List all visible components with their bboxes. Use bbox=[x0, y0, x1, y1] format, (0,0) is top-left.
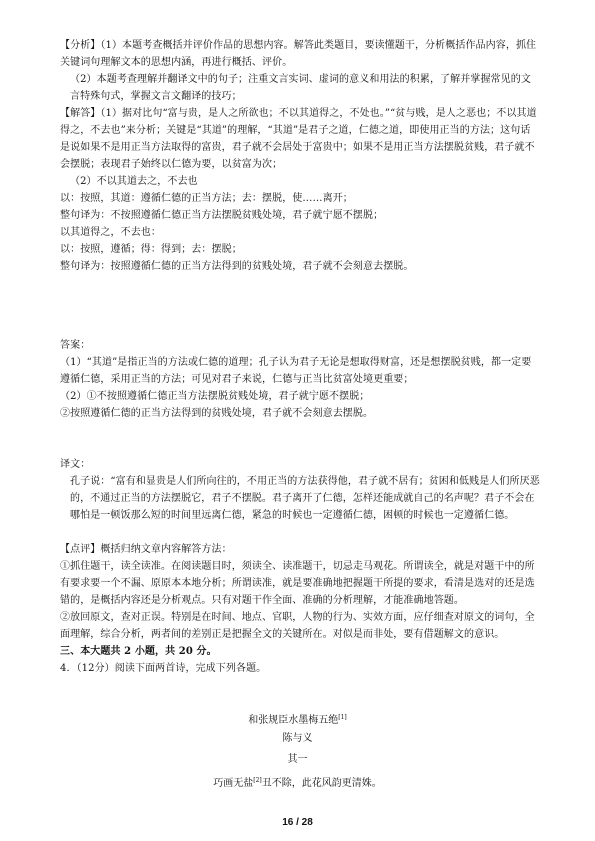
section-heading: 三、本大题共 2 小题，共 20 分。 bbox=[60, 646, 217, 657]
sentence-2-words: 以：按照，其道：遵循仁德的正当方法；去：摆脱，使……离开； bbox=[60, 193, 353, 204]
poem-line-1-footnote: [2] bbox=[253, 777, 262, 784]
poem-author: 陈与义 bbox=[282, 733, 313, 744]
poem-title-footnote: [1] bbox=[338, 714, 347, 721]
poem-title bbox=[0, 709, 595, 729]
question-4-prompt: 4．（12分）阅读下面两首诗，完成下列各题。 bbox=[60, 663, 267, 674]
answer-2b: ②按照遵循仁德的正当方法得到的贫贱处境，君子就不会刻意去摆脱。 bbox=[60, 408, 374, 419]
analysis-section bbox=[60, 37, 540, 275]
sentence-2-translation: 整句译为：不按照遵循仁德正当方法摆脱贫贱处境，君子就宁愿不摆脱； bbox=[60, 210, 384, 221]
answer-label: 答案： bbox=[60, 340, 91, 351]
poem-line-1 bbox=[0, 772, 595, 792]
analysis-para-1: 【分析】（1）本题考查概括并评价作品的思想内容。解答此类题目，要读懂题干，分析概括作品内容，抓住关键词句理解文本的思想内涵，再进行概括、评价。 bbox=[60, 40, 537, 68]
comment-section bbox=[60, 541, 540, 677]
poem-line-1-a: 巧画无盐 bbox=[213, 778, 254, 789]
sentence-3-original: 以其道得之，不去也： bbox=[60, 227, 161, 238]
poem-title-text: 和张规臣水墨梅五绝 bbox=[248, 715, 339, 726]
comment-point-1: ①抓住题干，读全读准。在阅读题目时，须读全、读准题干，切忌走马观花。所谓读全，就是对题干中的所有要求要一个不漏、原原本本地分析；所谓读准，就是要准确地把握题干所提的要求，看清是选对的还是选错的，是概括内容还是分析观点。只有对题干作全面、准确的分析理解，才能准确地答题。 bbox=[60, 561, 535, 606]
answer-2a: （2）①不按照遵循仁德正当方法摆脱贫贱处境，君子就宁愿不摆脱； bbox=[60, 391, 370, 402]
comment-point-2: ②放回原文，查对正误。特别是在时间、地点、官职，人物的行为、实效方面，应仔细查对原文的词句，全面理解，综合分析，两者间的差别正是把握全文的关键所在。对似是而非处，要有借题解文的意识。 bbox=[60, 612, 535, 640]
analysis-para-2: （2）本题考查理解并翻译文中的句子；注重文言实词、虚词的意义和用法的积累，了解并掌握常见的文言特殊句式，掌握文言文翻译的技巧； bbox=[70, 74, 531, 102]
poem-line-1-b: 丑不除，此花风韵更清姝。 bbox=[261, 778, 382, 789]
comment-heading: 【点评】概括归纳文章内容解答方法： bbox=[60, 544, 232, 555]
sentence-3-words: 以：按照，遵循；得：得到；去：摆脱； bbox=[60, 244, 242, 255]
answer-section bbox=[60, 337, 540, 422]
page-number: 16 / 28 bbox=[282, 817, 313, 828]
sentence-3-translation: 整句译为：按照遵循仁德的正当方法得到的贫贱处境，君子就不会刻意去摆脱。 bbox=[60, 261, 414, 272]
translation-label: 译文： bbox=[60, 459, 91, 470]
translation-section bbox=[60, 456, 540, 524]
translation-text: 孔子说：“富有和显贵是人们所向往的，不用正当的方法获得他，君子就不居有；贫困和低贱是人们所厌恶的，不通过正当的方法摆脱它，君子不摆脱。君子离开了仁德，怎样还能成就自己的名声呢？君子不会在哪怕是一顿饭那么短的时间里远离仁德，紧急的时候也一定遵循仁德，困顿的时候也一定遵循仁德。 bbox=[70, 476, 540, 521]
poem-part: 其一 bbox=[287, 754, 308, 765]
answer-1: （1）“其道”是指正当的方法或仁德的道理；孔子认为君子无论是想取得财富，还是想摆脱贫贱，都一定要遵循仁德，采用正当的方法；可见对君子来说，仁德与正当比贫富处境更重要； bbox=[60, 357, 532, 385]
answer-explanation-para: 【解答】（1）据对比句“富与贵，是人之所欲也；不以其道得之，不处也。”“贫与贱，是人之恶也；不以其道得之，不去也”来分析；关键是“其道”的理解，“其道”是君子之道，仁德之道，即使用正当的方法；这句话是说如果不是用正当方法取得的富贵，君子就不会居处于富贵中；如果不是用正当方法摆脱贫贱，君子就不会摆脱；表现君子始终以仁德为要，以贫富为次； bbox=[60, 108, 537, 170]
sentence-2-original: （2）不以其道去之，不去也 bbox=[70, 176, 198, 187]
